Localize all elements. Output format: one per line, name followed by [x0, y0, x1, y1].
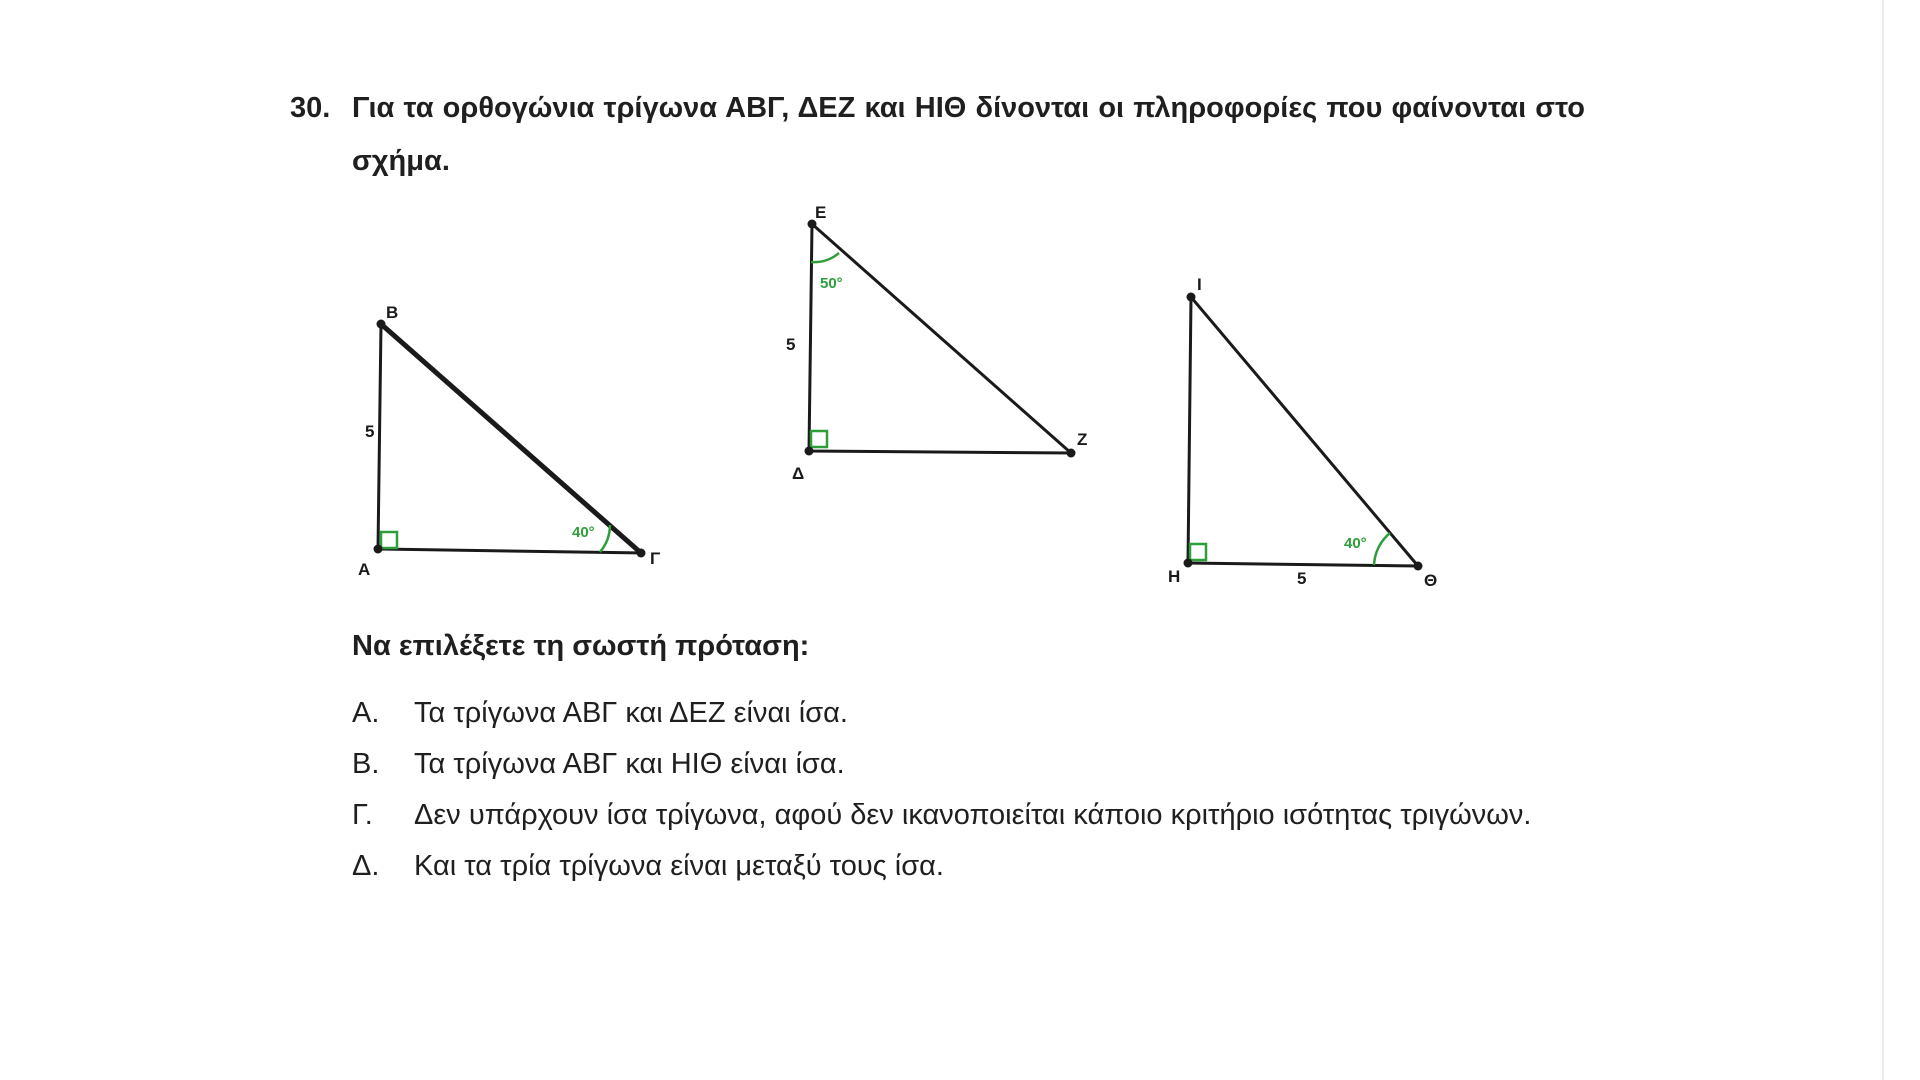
option-g	[352, 790, 1565, 841]
angle-label-t: 40°	[1344, 535, 1367, 552]
option-text: Δεν υπάρχουν ίσα τρίγωνα, αφού δεν ικανοποιείται κάποιο κριτήριο ισότητας τριγώνων.	[414, 799, 1532, 831]
vertex-label-z: Ζ	[1077, 430, 1088, 449]
vertex-label-d: Δ	[792, 464, 805, 483]
option-a	[352, 688, 1565, 739]
option-text: Τα τρίγωνα ΑΒΓ και ΔΕΖ είναι ίσα.	[414, 697, 848, 729]
vertex-label-b: Β	[386, 303, 399, 322]
option-text: Τα τρίγωνα ΑΒΓ και ΗΙΘ είναι ίσα.	[414, 748, 845, 780]
triangle-hit-outline	[1188, 297, 1418, 566]
option-letter: Δ.	[352, 850, 380, 882]
angle-label-e: 50°	[820, 275, 843, 292]
triangle-dez-outline	[809, 224, 1071, 453]
angle-arc-g	[600, 525, 610, 552]
side-label-ab: 5	[365, 422, 375, 441]
vertex-b-dot	[377, 320, 386, 329]
vertex-label-e: Ε	[815, 203, 827, 222]
option-b	[352, 739, 1565, 790]
vertex-label-h: Η	[1168, 567, 1181, 586]
vertex-label-a: Α	[358, 560, 371, 579]
triangle-abg-hypotenuse	[381, 324, 641, 553]
right-angle-mark-h	[1190, 544, 1206, 560]
vertex-g-dot	[637, 549, 646, 558]
vertex-d-dot	[805, 447, 814, 456]
vertex-label-g: Γ	[650, 549, 661, 568]
right-angle-mark-a	[381, 532, 397, 548]
vertex-label-i: Ι	[1197, 275, 1202, 294]
option-letter: Β.	[352, 748, 380, 780]
option-text: Και τα τρία τρίγωνα είναι μεταξύ τους ίσα.	[414, 850, 944, 882]
answer-options	[352, 688, 1565, 892]
question-number: 30.	[290, 92, 331, 124]
vertex-h-dot	[1184, 559, 1193, 568]
vertex-t-dot	[1414, 562, 1423, 571]
vertex-label-t: Θ	[1424, 571, 1438, 590]
angle-label-g: 40°	[572, 524, 595, 541]
vertex-a-dot	[374, 545, 383, 554]
right-angle-mark-d	[811, 431, 827, 447]
angle-arc-t	[1374, 533, 1390, 565]
question-prompt: Να επιλέξετε τη σωστή πρόταση:	[352, 630, 810, 662]
vertex-i-dot	[1187, 293, 1196, 302]
triangle-abg	[358, 303, 660, 579]
side-label-de: 5	[786, 335, 796, 354]
option-d	[352, 841, 1565, 892]
triangle-hit	[1168, 275, 1437, 590]
question-text: Για τα ορθογώνια τρίγωνα ΑΒΓ, ΔΕΖ και ΗΙΘ δίνονται οι πληροφορίες που φαίνονται στο σχήμα.	[352, 92, 1585, 177]
triangle-dez	[786, 203, 1087, 483]
option-letter: Α.	[352, 697, 380, 729]
vertex-z-dot	[1067, 449, 1076, 458]
option-letter: Γ.	[352, 799, 373, 831]
side-label-ht: 5	[1297, 569, 1307, 588]
angle-arc-e	[811, 253, 839, 262]
